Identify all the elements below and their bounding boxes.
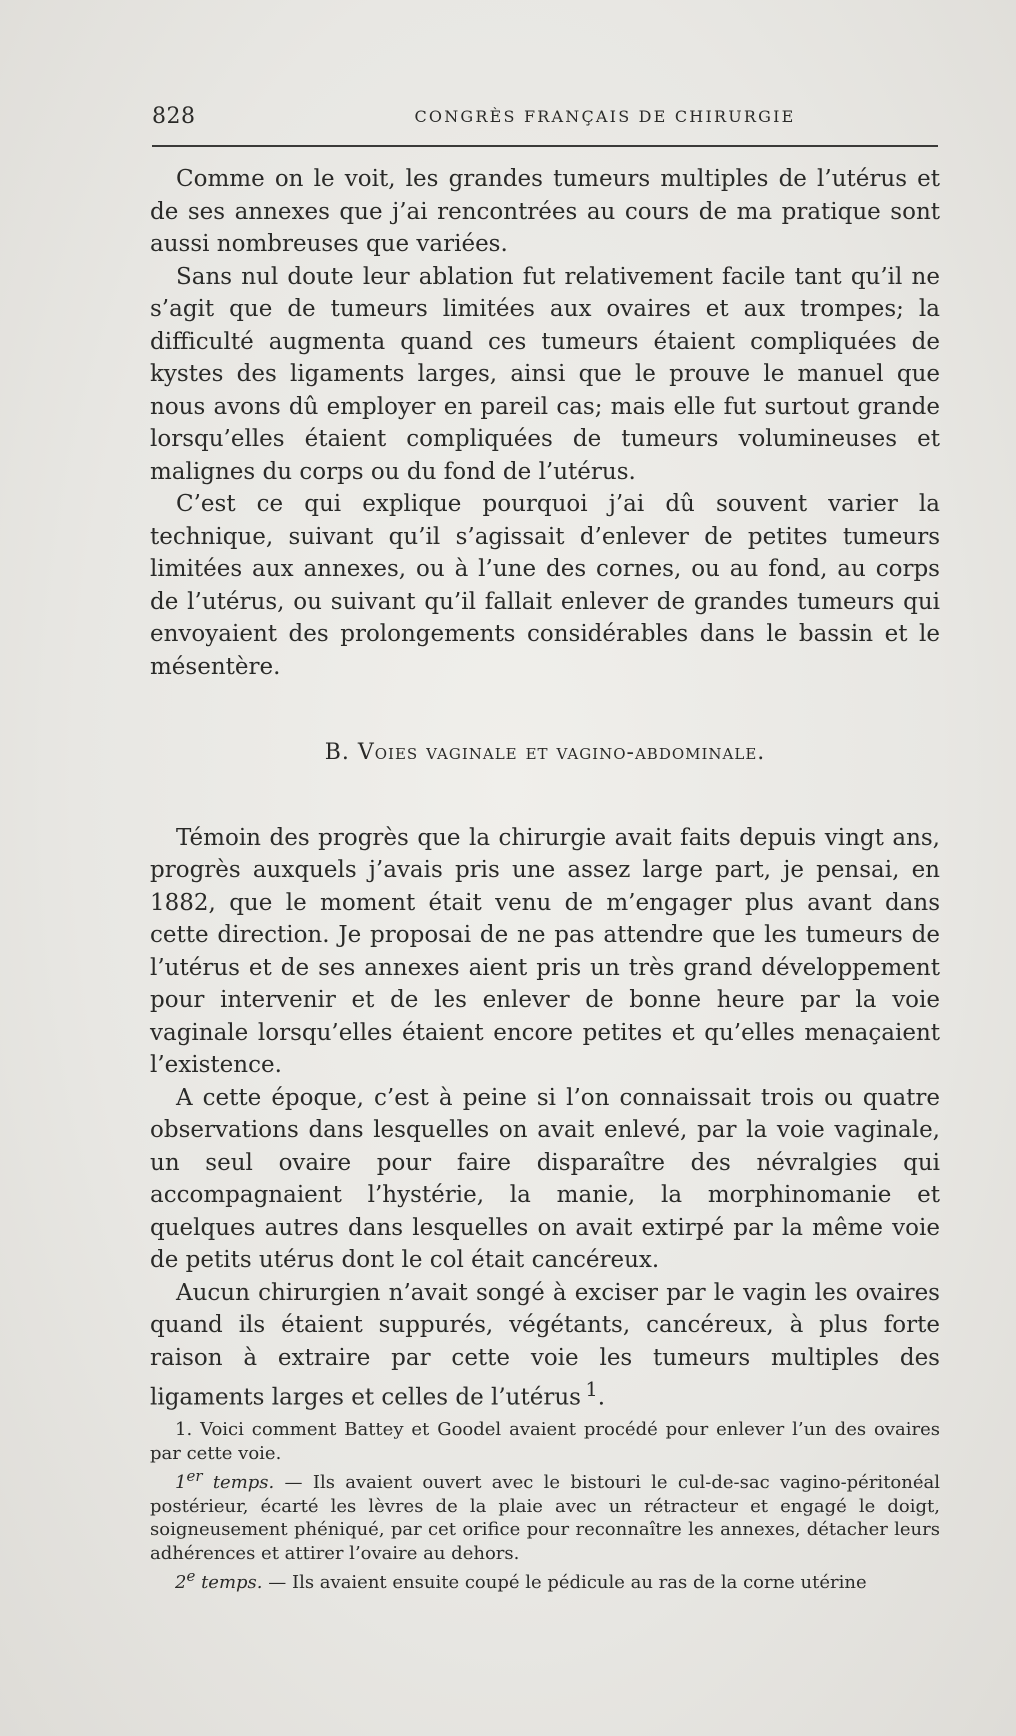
page-number: 828 <box>152 104 196 129</box>
paragraph <box>150 1277 940 1415</box>
step-text: — Ils avaient ouvert avec le bistouri le cul-de-sac vagino-péritonéal postérieur, écarté les lèvres de la plaie avec un rétracteur et engagé le doigt, soigneusement phéniqué, par cet orifice pour reconnaître les annexes, détacher leurs adhérences et attirer l’ovaire au dehors. <box>150 1472 940 1564</box>
step-term: temps. <box>212 1472 275 1493</box>
step-ordinal-suffix: e <box>186 1567 196 1585</box>
paragraph: Comme on le voit, les grandes tumeurs multiples de l’utérus et de ses annexes que j’ai rencontrées au cours de ma pratique sont aussi nombreuses que variées. <box>150 166 940 257</box>
step-ordinal: 2 <box>175 1572 187 1593</box>
section-heading: B. Voies vaginale et vagino-abdominale. <box>324 740 766 765</box>
footnotes <box>150 1418 940 1595</box>
step-term: temps. <box>201 1572 263 1593</box>
footnote-step <box>150 1465 940 1565</box>
running-title: CONGRÈS FRANÇAIS DE CHIRURGIE <box>414 107 796 126</box>
main-text <box>150 163 940 1414</box>
footnote-marker: 1. <box>175 1419 193 1440</box>
header-rule <box>152 145 938 147</box>
paragraph-text: Aucun chirurgien n’avait songé à exciser par le vagin les ovaires quand ils étaient suppurés, végétants, cancéreux, à plus forte raison à extraire par cette voie les tumeurs multiples des ligaments larges et celles de l’utérus <box>150 1279 940 1411</box>
paragraph: A cette époque, c’est à peine si l’on connaissait trois ou quatre observations dans lesquelles on avait enlevé, par la voie vaginale, un seul ovaire pour faire disparaître des névralgies qui accompagnaient l’hystérie, la manie, la morphinomanie et quelques autres dans lesquelles on avait extirpé par la même voie de petits utérus dont le col était cancéreux. <box>150 1084 940 1273</box>
step-text: — Ils avaient ensuite coupé le pédicule au ras de la corne utérine <box>268 1572 867 1593</box>
paragraph-end: . <box>597 1384 606 1411</box>
paragraph: Témoin des progrès que la chirurgie avait faits depuis vingt ans, progrès auxquels j’avais pris une assez large part, je pensai, en 1882, que le moment était venu de m’engager plus avant dans cette direction. Je proposai de ne pas attendre que les tumeurs de l’utérus et de ses annexes aient pris un très grand développement pour intervenir et de les enlever de bonne heure par la voie vaginale lorsqu’elles étaient encore petites et qu’elles menaçaient l’existence. <box>150 824 940 1078</box>
footnote-reference: 1 <box>585 1378 598 1401</box>
page-header <box>152 104 938 132</box>
footnote-text: Voici comment Battey et Goodel avaient procédé pour enlever l’un des ovaires par cette voie. <box>150 1419 940 1464</box>
paragraph: C’est ce qui explique pourquoi j’ai dû souvent varier la technique, suivant qu’il s’agissait d’enlever de petites tumeurs limitées aux annexes, ou à l’une des cornes, ou au fond, au corps de l’utérus, ou suivant qu’il fallait enlever de grandes tumeurs qui envoyaient des prolongements considérables dans le bassin et le mésentère. <box>150 491 940 680</box>
step-ordinal: 1 <box>175 1472 187 1493</box>
paragraph: Sans nul doute leur ablation fut relativement facile tant qu’il ne s’agit que de tumeurs limitées aux ovaires et aux trompes; la difficulté augmenta quand ces tumeurs étaient compliquées de kystes des ligaments larges, ainsi que le prouve le manuel que nous avons dû employer en pareil cas; mais elle fut surtout grande lorsqu’elles étaient compliquées de tumeurs volumineuses et malignes du corps ou du fond de l’utérus. <box>150 263 940 485</box>
step-ordinal-suffix: er <box>186 1467 203 1485</box>
footnote <box>150 1418 940 1465</box>
footnote-step <box>150 1565 940 1595</box>
